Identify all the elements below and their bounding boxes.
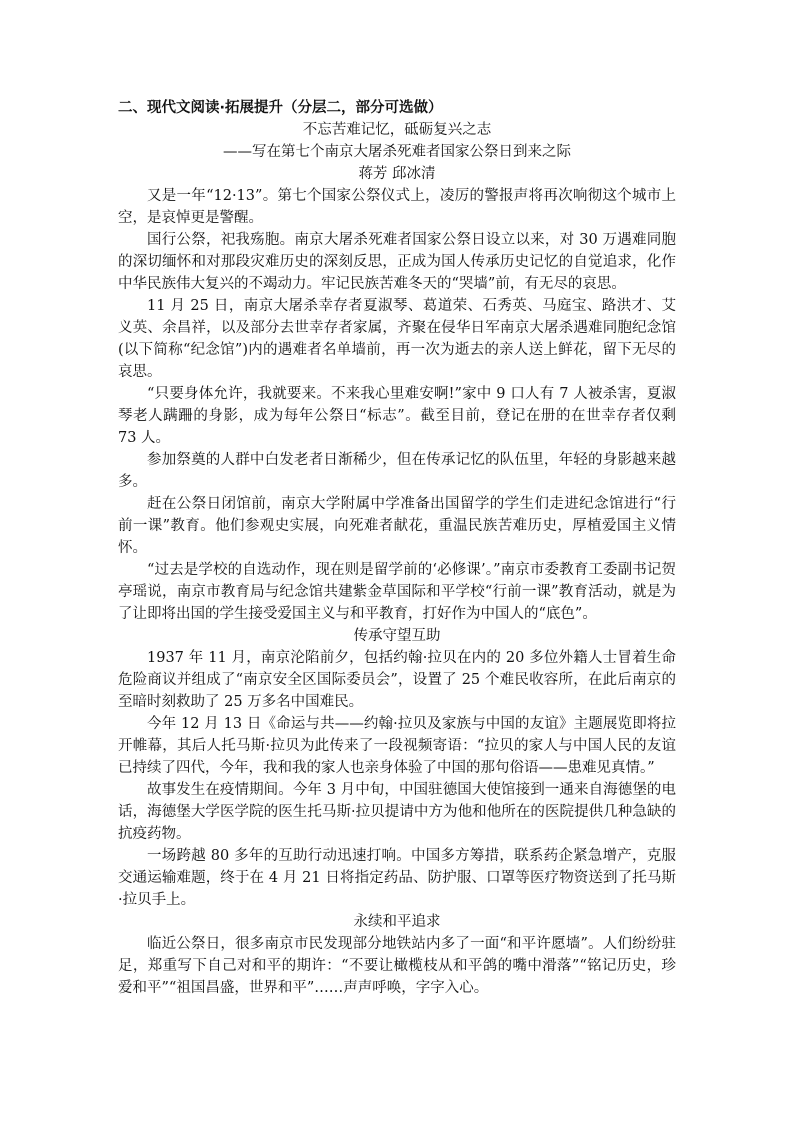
paragraph: 今年 12 月 13 日《命运与共——约翰·拉贝及家族与中国的友谊》主题展览即将拉开帷幕，其后人托马斯·拉贝为此传来了一段视频寄语：“拉贝的家人与中国人民的友谊已持续了四代，今年，我和我的家人也亲身体验了中国的那句俗语——患难见真情。”: [118, 716, 676, 776]
section-heading: 二、现代文阅读·拓展提升（分层二，部分可选做）: [118, 100, 443, 116]
document-page: [118, 97, 676, 999]
paragraph: “只要身体允许，我就要来。不来我心里难安啊!”家中 9 口人有 7 人被杀害，夏淑琴老人蹒跚的身影，成为每年公祭日“标志”。截至目前，登记在册的在世幸存者仅剩 73 人。: [118, 386, 676, 446]
paragraph: 11 月 25 日，南京大屠杀幸存者夏淑琴、葛道荣、石秀英、马庭宝、路洪才、艾义英、余昌祥，以及部分去世幸存者家属，齐聚在侵华日军南京大屠杀遇难同胞纪念馆(以下简称“纪念馆”)内的遇难者名单墙前，再一次为逝去的亲人送上鲜花，留下无尽的哀思。: [118, 298, 676, 380]
paragraph: “过去是学校的自选动作，现在则是留学前的‘必修课’。”南京市委教育工委副书记贺亭瑶说，南京市教育局与纪念馆共建紫金草国际和平学校“行前一课”教育活动，就是为了让即将出国的学生接受爱国主义与和平教育，打好作为中国人的“底色”。: [118, 562, 676, 622]
paragraph: 临近公祭日，很多南京市民发现部分地铁站内多了一面“和平许愿墙”。人们纷纷驻足，郑重写下自己对和平的期许：“不要让橄榄枝从和平鸽的嘴中滑落”“铭记历史，珍爱和平”“祖国昌盛，世界和平”……声声呼唤，字字入心。: [118, 936, 676, 996]
subheading-2: 永续和平追求: [353, 914, 441, 930]
article-authors: 蒋芳 邱冰清: [358, 166, 436, 182]
article-title: 不忘苦难记忆，砥砺复兴之志: [302, 122, 492, 138]
paragraph: 一场跨越 80 多年的互助行动迅速打响。中国多方筹措，联系药企紧急增产，克服交通运输难题，终于在 4 月 21 日将指定药品、防护服、口罩等医疗物资送到了托马斯·拉贝手上。: [118, 848, 676, 908]
paragraph: 1937 年 11 月，南京沦陷前夕，包括约翰·拉贝在内的 20 多位外籍人士冒着生命危险商议并组成了“南京安全区国际委员会”，设置了 25 个难民收容所，在此后南京的至暗时刻救助了 25 万多名中国难民。: [118, 650, 676, 710]
paragraph: 国行公祭，祀我殇胞。南京大屠杀死难者国家公祭日设立以来，对 30 万遇难同胞的深切缅怀和对那段灾难历史的深刻反思，正成为国人传承历史记忆的自觉追求，化作中华民族伟大复兴的不竭动力。牢记民族苦难冬天的“哭墙”前，有无尽的哀思。: [118, 232, 676, 292]
article-subtitle: ——写在第七个南京大屠杀死难者国家公祭日到来之际: [223, 144, 571, 160]
paragraph: 赶在公祭日闭馆前，南京大学附属中学准备出国留学的学生们走进纪念馆进行“行前一课”教育。他们参观史实展，向死难者献花，重温民族苦难历史，厚植爱国主义情怀。: [118, 496, 676, 556]
paragraph: 故事发生在疫情期间。今年 3 月中旬，中国驻德国大使馆接到一通来自海德堡的电话，海德堡大学医学院的医生托马斯·拉贝提请中方为他和他所在的医院提供几种急缺的抗疫药物。: [118, 782, 676, 842]
subheading-1: 传承守望互助: [353, 628, 441, 644]
paragraph: 参加祭奠的人群中白发老者日渐稀少，但在传承记忆的队伍里，年轻的身影越来越多。: [118, 452, 676, 490]
paragraph: 又是一年“12·13”。第七个国家公祭仪式上，凌厉的警报声将再次响彻这个城市上空，是哀悼更是警醒。: [118, 188, 676, 226]
